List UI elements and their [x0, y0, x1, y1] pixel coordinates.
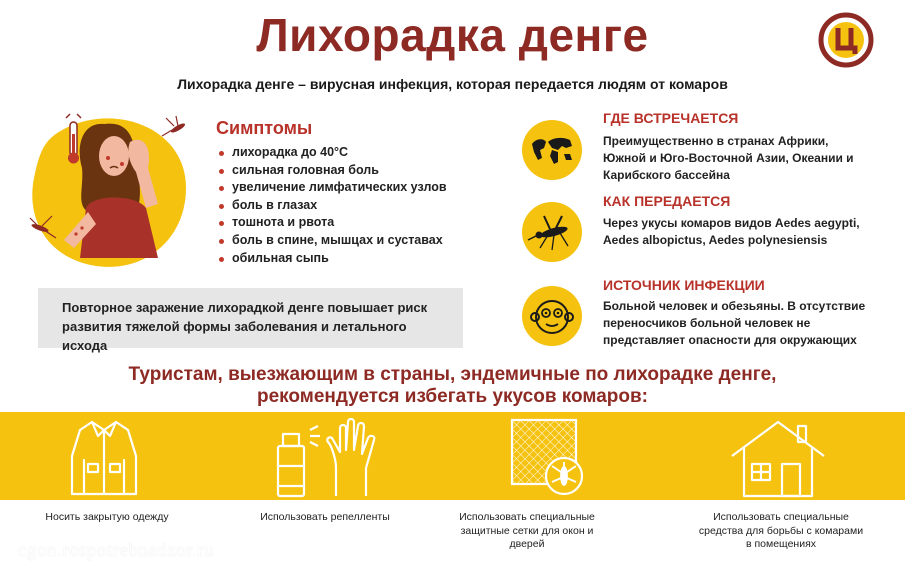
reinfection-note: Повторное заражение лихорадкой денге повышает риск развития тяжелой формы заболевания и летального исхода	[38, 288, 463, 348]
list-item: боль в спине, мышцах и суставах	[218, 232, 447, 250]
mosquito-icon	[162, 116, 186, 136]
tip-label-net: Использовать специальные защитные сетки для окон и дверей	[459, 511, 595, 550]
world-map-icon	[522, 120, 582, 180]
list-item: сильная головная боль	[218, 162, 447, 180]
tip-label-clothing: Носить закрытую одежду	[45, 511, 169, 523]
info-heading-source: ИСТОЧНИК ИНФЕКЦИИ	[603, 277, 765, 293]
list-item: увеличение лимфатических узлов	[218, 179, 447, 197]
recommendation-line-1: Туристам, выезжающим в страны, эндемичные по лихорадке денге,	[128, 364, 777, 385]
tip-label-repellent: Использовать репелленты	[260, 511, 390, 523]
house-icon	[728, 416, 828, 500]
info-text-how: Через укусы комаров видов Aedes aegypti, Aedes albopictus, Aedes polynesiensis	[603, 216, 860, 247]
recommendation-heading	[0, 364, 905, 408]
symptoms-list	[218, 144, 447, 267]
list-item: лихорадка до 40°С	[218, 144, 447, 162]
mosquito-net-icon	[508, 416, 588, 500]
sick-woman-illustration	[26, 108, 191, 273]
info-text-where: Преимущественно в странах Африки, Южной и Юго-Восточной Азии, Океании и Карибского бассейна	[603, 134, 854, 182]
list-item: тошнота и рвота	[218, 214, 447, 232]
repellent-icon	[270, 416, 380, 500]
info-text-source: Больной человек и обезьяны. В отсутствие переносчиков больной человек не представляет опасности для окружающих	[603, 299, 866, 347]
tip-label-house: Использовать специальные средства для борьбы с комарами в помещениях	[698, 511, 864, 550]
symptoms-heading: Симптомы	[216, 118, 313, 138]
list-item: боль в глазах	[218, 197, 447, 215]
page-title: Лихорадка денге	[256, 9, 649, 61]
monkey-icon	[522, 286, 582, 346]
info-heading-how: КАК ПЕРЕДАЕТСЯ	[603, 193, 731, 209]
subtitle: Лихорадка денге – вирусная инфекция, которая передается людям от комаров	[177, 76, 728, 92]
watermark: cgon.rospotrebnadzor.ru	[18, 540, 215, 561]
logo	[818, 12, 874, 68]
list-item: обильная сыпь	[218, 250, 447, 268]
mosquito-icon	[522, 202, 582, 262]
info-heading-where: ГДЕ ВСТРЕЧАЕТСЯ	[603, 110, 739, 126]
recommendation-line-2: рекомендуется избегать укусов комаров:	[256, 386, 648, 407]
jacket-icon	[66, 416, 142, 500]
